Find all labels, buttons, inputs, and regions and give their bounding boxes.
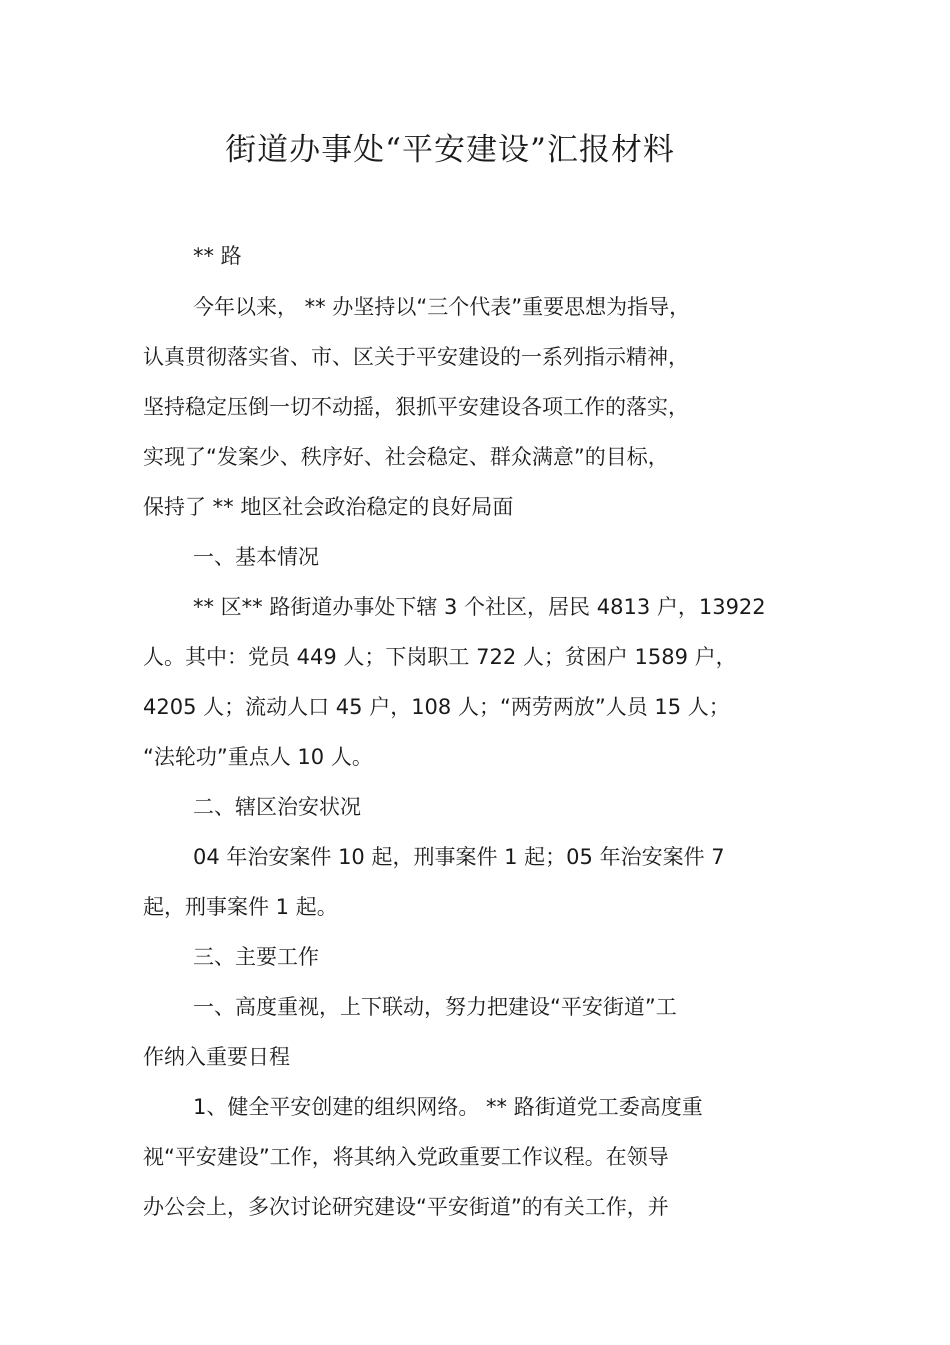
paragraph-line: 4205 人；流动人口 45 户，108 人；“两劳两放”人员 15 人； [143, 695, 730, 719]
paragraph-line: 人。其中：党员 449 人；下岗职工 722 人；贫困户 1589 户， [143, 645, 737, 669]
section-heading: 三、主要工作 [193, 945, 319, 969]
author-line: ** 路 [193, 244, 242, 268]
paragraph-line: 视“平安建设”工作，将其纳入党政重要工作议程。在领导 [143, 1145, 669, 1169]
subsection-heading: 作纳入重要日程 [143, 1045, 290, 1069]
paragraph-line: 起，刑事案件 1 起。 [143, 895, 338, 919]
paragraph-line: 办公会上，多次讨论研究建设“平安街道”的有关工作，并 [143, 1195, 669, 1219]
section-heading: 一、基本情况 [193, 545, 319, 569]
paragraph-line: 04 年治安案件 10 起，刑事案件 1 起；05 年治安案件 7 [193, 845, 725, 869]
paragraph-line: 实现了“发案少、秩序好、社会稳定、群众满意”的目标， [143, 445, 669, 469]
document-title: 街道办事处“平安建设”汇报材料 [225, 132, 675, 168]
paragraph-line: 今年以来， ** 办坚持以“三个代表”重要思想为指导， [193, 295, 691, 319]
paragraph-line: 1、健全平安创建的组织网络。 ** 路街道党工委高度重 [193, 1095, 703, 1119]
paragraph-line: ** 区** 路街道办事处下辖 3 个社区，居民 4813 户，13922 [193, 595, 766, 619]
paragraph-line: 保持了 ** 地区社会政治稳定的良好局面 [143, 495, 514, 519]
paragraph-line: 坚持稳定压倒一切不动摇，狠抓平安建设各项工作的落实， [143, 395, 689, 419]
paragraph-line: 认真贯彻落实省、市、区关于平安建设的一系列指示精神， [143, 345, 689, 369]
paragraph-line: “法轮功”重点人 10 人。 [143, 745, 373, 769]
subsection-heading: 一、高度重视，上下联动，努力把建设“平安街道”工 [193, 995, 677, 1019]
section-heading: 二、辖区治安状况 [193, 795, 361, 819]
